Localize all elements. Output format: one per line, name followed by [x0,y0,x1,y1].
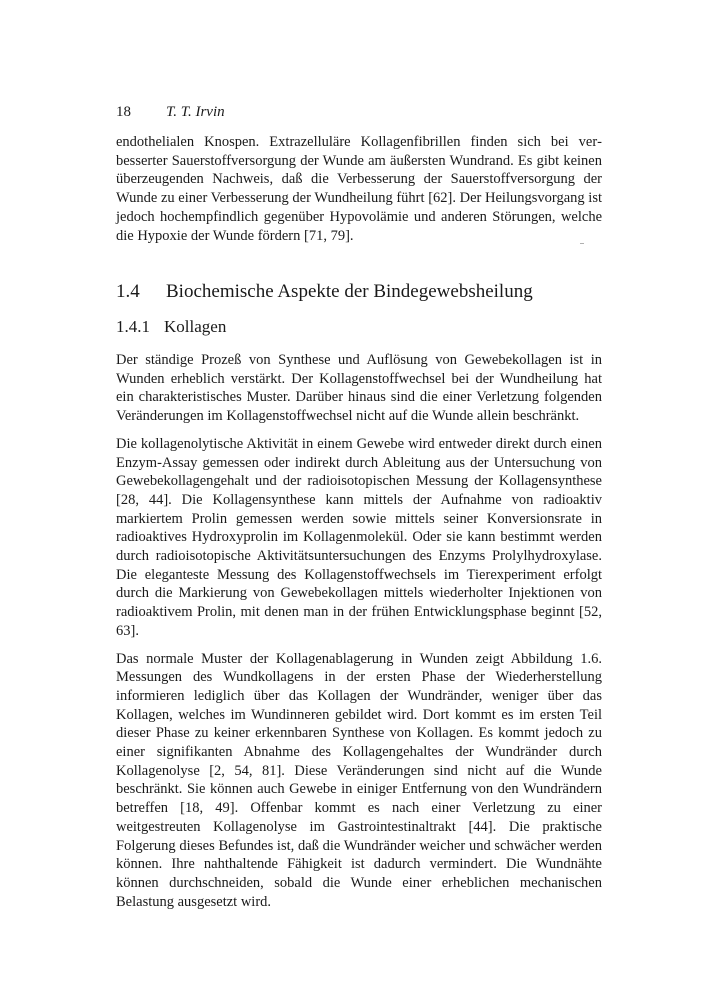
running-head [116,102,225,122]
running-head-author: T. T. Irvin [166,104,225,120]
section-title: Biochemische Aspekte der Bindegewebsheilung [166,281,533,302]
paragraph: Der ständige Prozeß von Synthese und Auflösung von Gewebekollagen ist in Wunden erheblich verstärkt. Der Kollagenstoffwechsel bei der Wundheilung hat ein charakteristisches Muster. Darüber hinaus sind die einer Verletzung folgenden Veränderungen im Kollagenstoffwechsel nicht auf die Wunde allein beschränkt. [116,352,602,425]
section-heading [116,280,533,304]
scan-artifact [580,243,584,244]
paragraph: Das normale Muster der Kollagenablagerung in Wunden zeigt Abbildung 1.6. Messungen des Wundkollagens in der ersten Phase der Wiederherstellung informieren lediglich über das Kollagen der Wundränder, weniger über das Kollagen, welches im Wundinneren gebildet wird. Dort kommt es im ersten Teil dieser Phase zu keiner erkennbaren Synthese von Kollagen. Es kommt jedoch zu einer signifikanten Abnahme des Kollagengehaltes der Wundränder durch Kollagenolyse [2, 54, 81]. Diese Veränderungen sind nicht auf die Wunde beschränkt. Sie können auch Gewebe in einiger Entfernung von den Wundrändern betreffen [18, 49]. Offenbar kommt es nach einer Verletzung zu einer weitgestreuten Kollagenolyse im Gastrointestinaltrakt [44]. Die praktische Folgerung dieses Befundes ist, daß die Wundränder weicher und schwächer werden können. Ihre nahthaltende Fähigkeit ist dadurch vermindert. Die Wundnähte können durchschneiden, sobald die Wunde einer erheblichen mechanischen Belastung ausgesetzt wird. [116,650,602,910]
page-number: 18 [116,104,131,120]
paragraph: Die kollagenolytische Aktivität in einem Gewebe wird entweder direkt durch einen Enzym-Assay gemessen oder indirekt durch Ableitung aus der Untersuchung von Gewebekollagengehalt und der radioisotopischen Messung der Kollagensynthese [28, 44]. Die Kollagensynthese kann mittels der Aufnahme von radioaktiv markiertem Prolin gemessen werden sowie mittels seiner Konversionsrate in radioaktives Hydroxyprolin im Kollagenmolekül. Oder sie kann bestimmt werden durch radioisotopische Aktivitätsuntersuchungen des Enzyms Prolylhydroxylase. Die eleganteste Messung des Kollagenstoffwechsels im Tierexperiment erfolgt durch die Markierung von Gewebekollagen mittels wiederholter Injektionen von radioaktivem Prolin, mit denen man in der frühen Entwicklungsphase beginnt [52, 63]. [116,435,602,639]
subsection-number: 1.4.1 [116,317,150,336]
subsection-title: Kollagen [164,317,227,336]
intro-text-block [116,133,602,254]
section-text-block [116,351,602,920]
subsection-heading [116,316,226,338]
section-number: 1.4 [116,281,140,302]
paragraph: endothelialen Knospen. Extrazelluläre Kollagenfibrillen finden sich bei verbesserter Sauerstoffversorgung der Wunde am äußersten Wundrand. Es gibt keinen überzeugenden Nachweis, daß die Verbesserung der Sauerstoffversorgung der Wunde zu einer Verbesserung der Wundheilung führt [62]. Der Heilungsvorgang ist jedoch hochempfindlich gegenüber Hypovolämie und anderen Störungen, welche die Hypoxie der Wunde fördern [71, 79]. [116,134,602,244]
